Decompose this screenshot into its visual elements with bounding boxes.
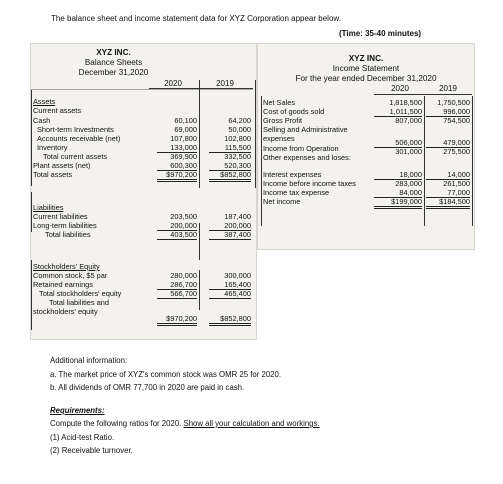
additional-item-b: b. All dividends of OMR 77,700 in 2020 are paid in cash. xyxy=(50,383,245,392)
additional-item-a: a. The market price of XYZ's common stock was OMR 25 for 2020. xyxy=(50,370,282,379)
bs-tca-2019: 332,500 xyxy=(224,152,251,161)
bs-row-label: Inventory xyxy=(37,143,68,152)
bs-ta-2020: $970,200 xyxy=(157,170,197,182)
bs-ltl-2020: 200,000 xyxy=(157,221,197,231)
bs-cl-2019: 187,400 xyxy=(224,212,251,221)
is-int-2019: 14,000 xyxy=(426,170,470,180)
requirements-heading: Requirements: xyxy=(50,406,105,415)
is-ni-2019: $184,500 xyxy=(426,197,470,209)
is-row-label: Income before income taxes xyxy=(263,179,356,188)
is-row-label: Income from Operation xyxy=(263,144,339,153)
bs-sti-2020: 69,000 xyxy=(174,125,197,134)
bs-cl-2020: 203,500 xyxy=(170,212,197,221)
bs-plant-2020: 600,300 xyxy=(157,161,197,171)
bs-row-label: Total stockholders' equity xyxy=(39,289,122,298)
bs-tse-2019: 465,400 xyxy=(209,289,251,299)
requirements-text-plain: Compute the following ratios for 2020. xyxy=(50,419,184,428)
is-sae-2020: 506,000 xyxy=(374,138,422,148)
bs-plant-2019: 520,300 xyxy=(209,161,251,171)
is-sae-2019: 479,000 xyxy=(426,138,470,148)
bs-year-2019: 2019 xyxy=(216,79,234,88)
bs-re-2019: 165,400 xyxy=(209,280,251,290)
bs-inv-2019: 115,500 xyxy=(209,143,251,153)
bs-row-label: Total assets xyxy=(33,170,73,179)
is-ifo-2020: 301,000 xyxy=(395,147,422,156)
is-row-label: Gross Profit xyxy=(263,116,303,125)
bs-row-label: Plant assets (net) xyxy=(33,161,91,170)
intro-text: The balance sheet and income statement data for XYZ Corporation appear below. xyxy=(51,14,341,23)
requirement-item-1: (1) Acid-test Ratio. xyxy=(50,433,115,442)
is-row-label: Other expenses and loses: xyxy=(263,153,351,162)
bs-row-label: Cash xyxy=(33,116,51,125)
is-row-label: Net Sales xyxy=(263,98,296,107)
is-row-label: expenses xyxy=(263,134,295,143)
is-ifo-2019: 275,500 xyxy=(443,147,470,156)
bs-tl-2019: 387,400 xyxy=(209,230,251,240)
bs-ar-2019: 102,800 xyxy=(224,134,251,143)
is-row-label: Selling and Administrative xyxy=(263,125,348,134)
is-year-2019: 2019 xyxy=(439,84,457,93)
is-period: For the year ended December 31,2020 xyxy=(295,74,437,83)
bs-re-2020: 286,700 xyxy=(157,280,197,290)
bs-row-label: Short-term Investments xyxy=(37,125,114,134)
is-gp-2020: 807,000 xyxy=(395,116,422,125)
income-statement-panel xyxy=(257,43,475,250)
bs-row-equity: Stockholders' Equity xyxy=(33,262,100,271)
is-tax-2020: 84,000 xyxy=(374,188,422,198)
is-sales-2020: 1,818,500 xyxy=(389,98,422,107)
is-row-label: Cost of goods sold xyxy=(263,107,325,116)
is-title: Income Statement xyxy=(332,64,400,73)
bs-year-2020: 2020 xyxy=(164,79,182,88)
requirement-item-2: (2) Receivable turnover. xyxy=(50,446,133,455)
balance-sheet-panel xyxy=(30,43,257,340)
bs-inv-2020: 133,000 xyxy=(157,143,197,153)
is-cogs-2019: 996,000 xyxy=(426,107,470,117)
bs-cs-2020: 280,000 xyxy=(170,271,197,280)
is-sales-2019: 1,750,500 xyxy=(437,98,470,107)
time-allowance: (Time: 35-40 minutes) xyxy=(339,29,422,38)
bs-ta-2019: $852,800 xyxy=(209,170,251,182)
is-cogs-2020: 1,011,500 xyxy=(374,107,422,117)
bs-tse-2020: 566,700 xyxy=(157,289,197,299)
bs-date: December 31,2020 xyxy=(78,68,149,77)
requirements-text-underlined: Show all your calculation and workings. xyxy=(183,419,320,428)
is-row-label: Income tax expense xyxy=(263,188,330,197)
bs-cash-2019: 64,200 xyxy=(228,116,251,125)
is-gp-2019: 754,500 xyxy=(443,116,470,125)
additional-heading: Additional information: xyxy=(50,356,128,365)
bs-ltl-2019: 200,000 xyxy=(209,221,251,231)
bs-tle-2020: $970,200 xyxy=(157,314,197,326)
bs-row-label: Current liabilities xyxy=(33,212,88,221)
requirements-text xyxy=(50,419,320,428)
bs-row-current-assets: Current assets xyxy=(33,106,82,115)
is-ibt-2019: 261,500 xyxy=(443,179,470,188)
is-row-label: Net income xyxy=(263,197,301,206)
is-ni-2020: $199,000 xyxy=(374,197,422,209)
bs-row-label: Total liabilities and xyxy=(49,298,109,307)
bs-tl-2020: 403,500 xyxy=(157,230,197,240)
bs-ar-2020: 107,800 xyxy=(170,134,197,143)
bs-row-assets: Assets xyxy=(33,97,56,106)
is-int-2020: 18,000 xyxy=(374,170,422,180)
bs-cs-2019: 300,000 xyxy=(224,271,251,280)
bs-row-label: Total liabilities xyxy=(45,230,91,239)
bs-row-label: Retained earnings xyxy=(33,280,93,289)
bs-row-label: Total current assets xyxy=(43,152,108,161)
bs-row-label: Accounts receivable (net) xyxy=(37,134,121,143)
bs-row-label: Long-term liabilities xyxy=(33,221,97,230)
bs-title: Balance Sheets xyxy=(84,58,143,67)
bs-row-liabilities: Liabilities xyxy=(33,203,64,212)
is-year-2020: 2020 xyxy=(391,84,409,93)
is-row-label: Interest expenses xyxy=(263,170,322,179)
bs-tle-2019: $852,800 xyxy=(209,314,251,326)
bs-company: XYZ INC. xyxy=(96,48,131,57)
bs-cash-2020: 60,100 xyxy=(174,116,197,125)
bs-tca-2020: 369,900 xyxy=(170,152,197,161)
is-tax-2019: 77,000 xyxy=(426,188,470,198)
bs-row-label: stockholders' equity xyxy=(33,307,98,316)
is-company: XYZ INC. xyxy=(348,54,384,63)
bs-row-label: Common stock, $5 par xyxy=(33,271,108,280)
is-ibt-2020: 283,000 xyxy=(395,179,422,188)
bs-sti-2019: 50,000 xyxy=(228,125,251,134)
